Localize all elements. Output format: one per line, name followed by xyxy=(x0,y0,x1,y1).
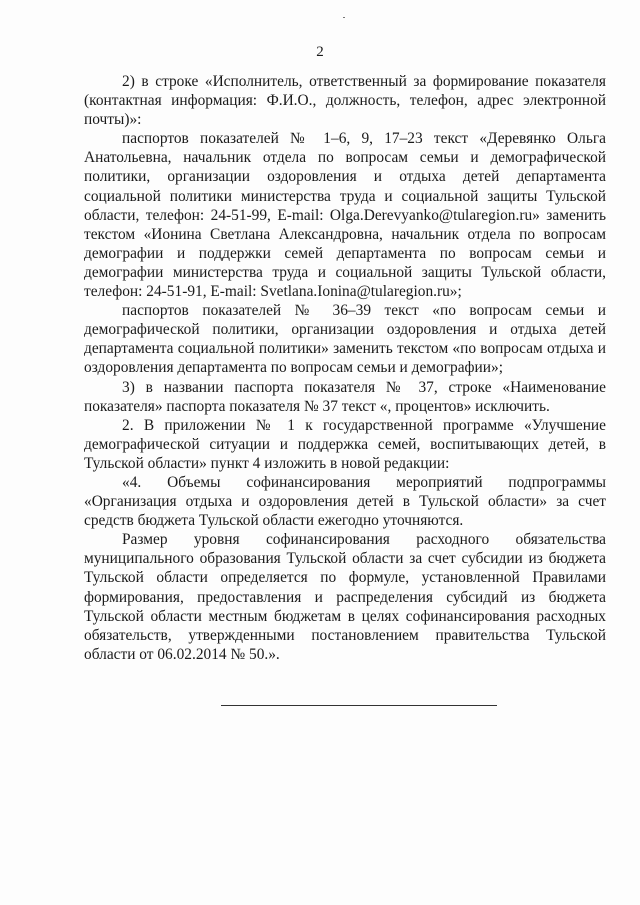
paragraph-item-2-indicator-row: 2) в строке «Исполнитель, ответственный за формирование показателя (контактная информация: Ф.И.О., должность, телефон, адрес электронной почты)»: xyxy=(84,73,606,129)
paragraph-passports-36-39: паспортов показателей № 36–39 текст «по вопросам семьи и демографической политики, организации оздоровления и отдыха детей департамента социальной политики» заменить текстом «по вопросам отдыха и оздоровления департамента по вопросам семьи и демографии»; xyxy=(84,302,606,377)
document-body xyxy=(84,72,606,664)
page-number: 2 xyxy=(316,44,324,60)
paragraph-section-2-appendix: 2. В приложении № 1 к государственной программе «Улучшение демографической ситуации и поддержка семей, воспитывающих детей, в Тульской области» пункт 4 изложить в новой редакции: xyxy=(84,416,606,472)
closing-rule xyxy=(221,705,497,706)
paragraph-cofinancing-level: Размер уровня софинансирования расходного обязательства муниципального образования Тульской области за счет субсидии из бюджета Тульской области определяется по формуле, установленной Правилами формирования, предоставления и распределения субсидий из бюджета Тульской области местным бюджетам в целях софинансирования расходных обязательств, утвержденными постановлением правительства Тульской области от 06.02.2014 № 50.». xyxy=(84,531,606,663)
paragraph-passports-1-6: паспортов показателей № 1–6, 9, 17–23 текст «Деревянко Ольга Анатольевна, начальник отдела по вопросам семьи и демографической политики, организации оздоровления и отдыха детей департамента социальной политики министерства труда и социальной защиты Тульской области, телефон: 24-51-99, E-mail: Olga.Derevyanko@tularegion.ru» заменить текстом «Ионина Светлана Александровна, начальник отдела по вопросам демографии и поддержки семей департамента по вопросам семьи и демографии министерства труда и социальной защиты Тульской области, телефон: 24-51-91, E-mail: Svetlana.Ionina@tularegion.ru»; xyxy=(84,130,606,301)
paragraph-item-3-passport-37: 3) в названии паспорта показателя № 37, строке «Наименование показателя» паспорта показателя № 37 текст «, процентов» исключить. xyxy=(84,378,606,415)
paragraph-point-4-cofinancing: «4. Объемы софинансирования мероприятий подпрограммы «Организация отдыха и оздоровления детей в Тульской области» за счет средств бюджета Тульской области ежегодно уточняются. xyxy=(84,473,606,530)
scan-speck xyxy=(343,17,345,18)
